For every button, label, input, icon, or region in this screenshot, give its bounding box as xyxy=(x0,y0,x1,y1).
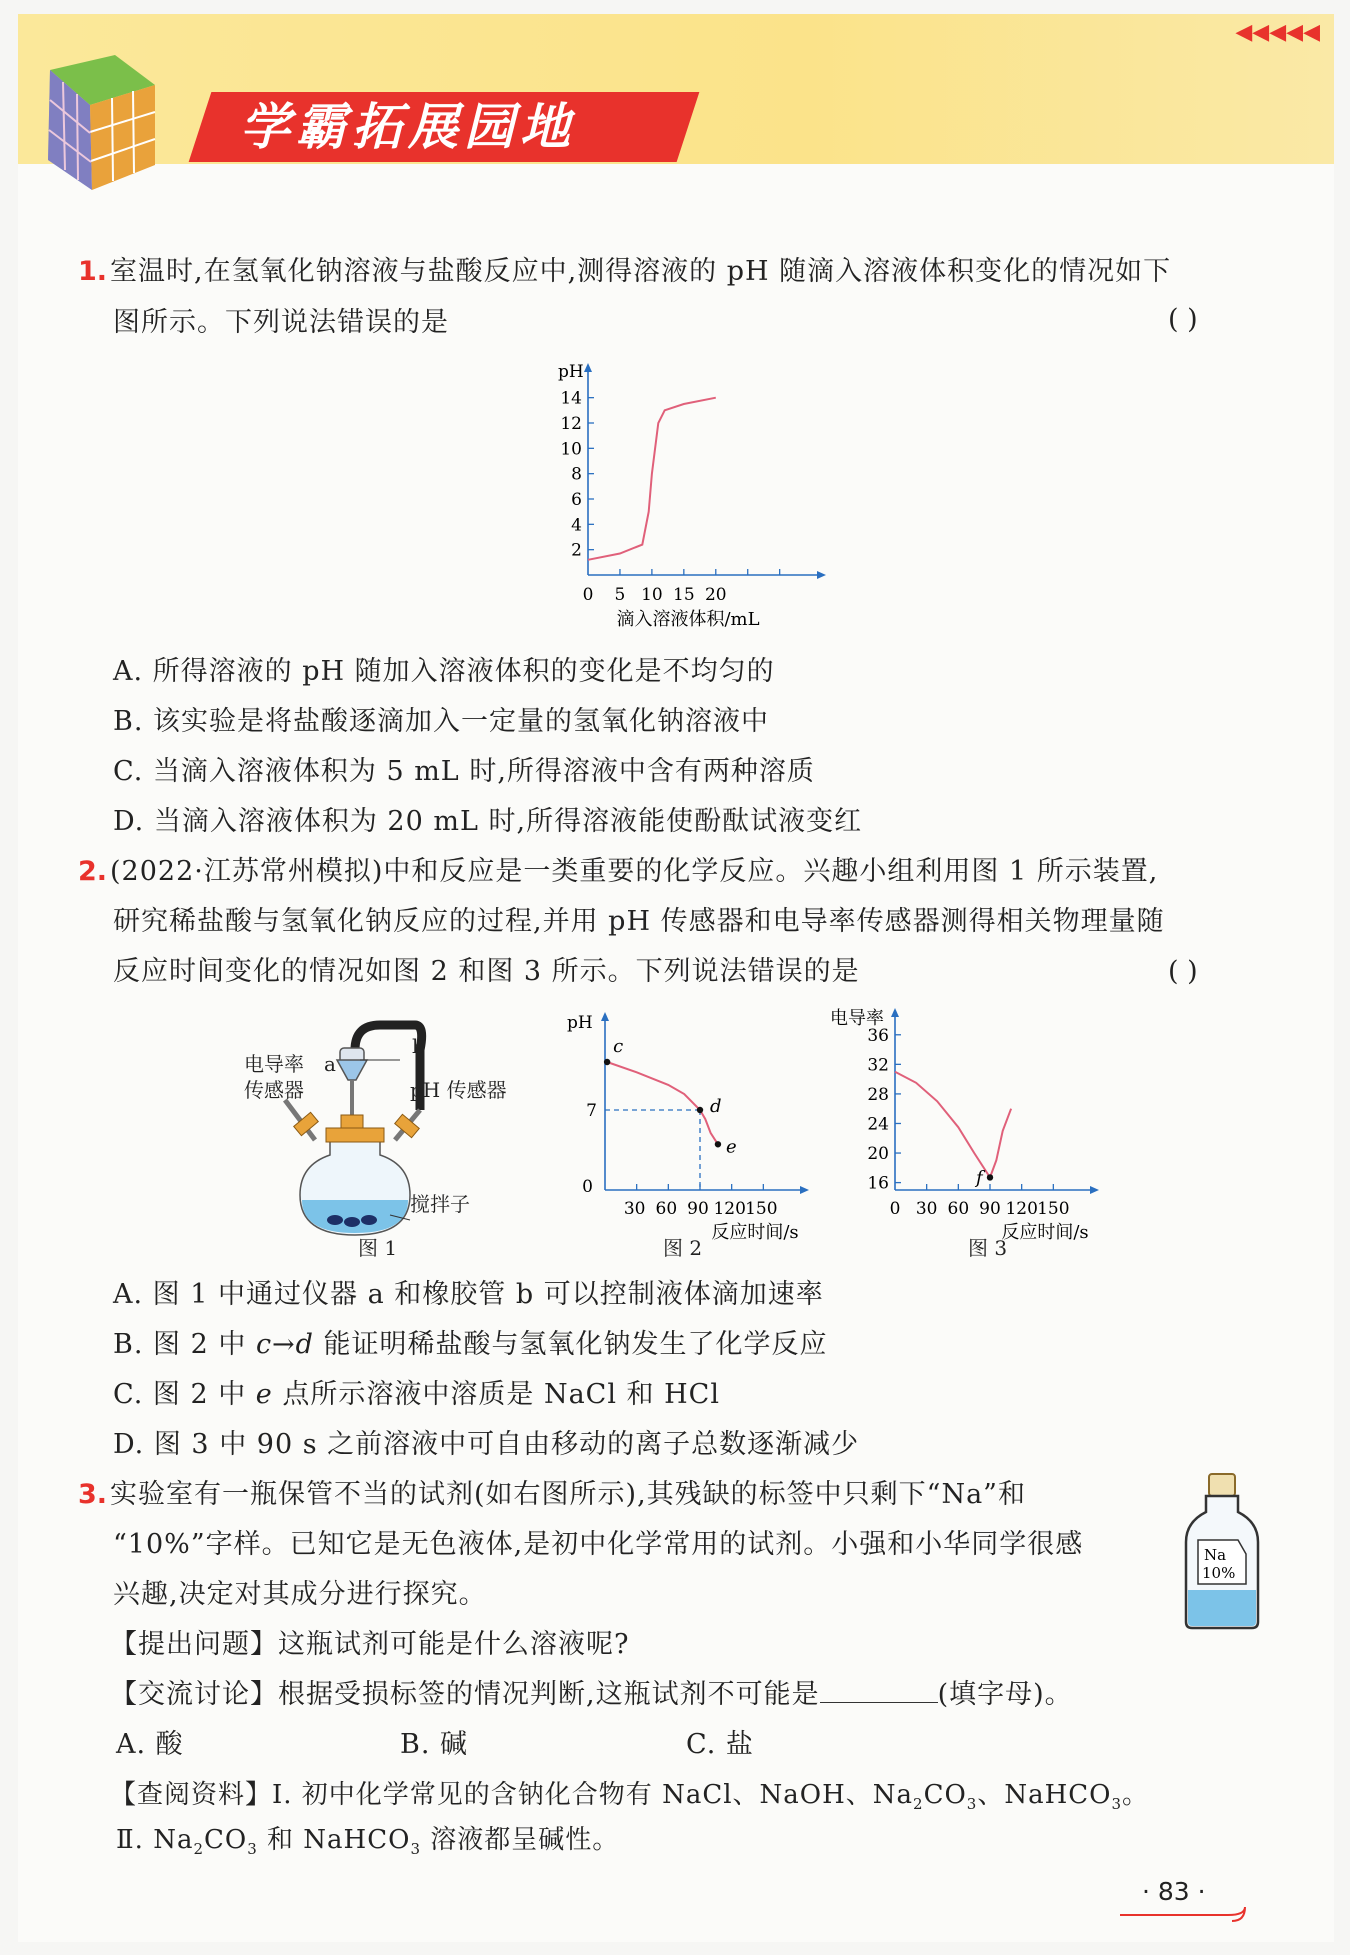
q3-choice-b: B. 碱 xyxy=(400,1729,469,1760)
q2-option-d: D. 图 3 中 90 s 之前溶液中可自由移动的离子总数逐渐减少 xyxy=(113,1429,860,1460)
fig2-caption: 图 2 xyxy=(663,1236,703,1260)
x-tick-label: 30 xyxy=(915,1199,938,1219)
x-tick-label: 30 xyxy=(623,1199,646,1219)
q2-option-a: A. 图 1 中通过仪器 a 和橡胶管 b 可以控制液体滴加速率 xyxy=(113,1279,824,1310)
y-axis-label: pH xyxy=(558,362,584,382)
fig1-label-sensor-1: 电导率 xyxy=(244,1052,304,1076)
q2-stem-line3: 反应时间变化的情况如图 2 和图 3 所示。下列说法错误的是 xyxy=(113,956,860,987)
point-label-c: c xyxy=(613,1036,624,1057)
y-tick-label: 4 xyxy=(571,515,582,536)
q2-stem-line2: 研究稀盐酸与氢氧化钠反应的过程,并用 pH 传感器和电导率传感器测得相关物理量随 xyxy=(113,906,1165,937)
bottle-label-percent: 10% xyxy=(1202,1564,1236,1582)
x-tick-label: 120 xyxy=(1005,1199,1038,1219)
y-tick-label: 6 xyxy=(571,490,582,510)
x-axis-label: 反应时间/s xyxy=(711,1222,799,1243)
y-tick-label: 10 xyxy=(560,439,582,460)
point-e xyxy=(715,1141,721,1147)
section-title: 学霸拓展园地 xyxy=(240,98,576,156)
q1-number: 1. xyxy=(78,256,108,287)
q3-number: 3. xyxy=(78,1479,108,1510)
y-tick-label: 7 xyxy=(586,1101,597,1121)
fig1-label-a: a xyxy=(324,1052,336,1076)
fig1-label-ph-sensor: pH 传感器 xyxy=(410,1078,507,1102)
x-tick-label: 150 xyxy=(745,1199,778,1219)
q3-info-2: Ⅱ. $Na_2CO_3$ 和 NaHCO$_3$ 溶液都呈碱性。 xyxy=(116,1825,620,1859)
x-tick-label: 150 xyxy=(1037,1199,1070,1219)
y-axis-arrow xyxy=(584,363,592,372)
q3-choice-a: A. 酸 xyxy=(116,1729,184,1760)
x-tick-label: 20 xyxy=(704,585,727,605)
fig2-ph-time-chart xyxy=(560,1005,820,1243)
q3-discuss: 【交流讨论】根据受损标签的情况判断,这瓶试剂不可能是 (填字母)。 xyxy=(110,1679,1073,1710)
q3-ask: 【提出问题】这瓶试剂可能是什么溶液呢? xyxy=(110,1629,630,1660)
point-d xyxy=(697,1107,703,1113)
reagent-bottle-image xyxy=(1182,1472,1262,1632)
fig1-label-sensor-2: 传感器 xyxy=(244,1078,304,1102)
q2-number: 2. xyxy=(78,856,108,887)
answer-blank[interactable] xyxy=(820,1678,938,1703)
x-tick-label: 60 xyxy=(947,1199,970,1219)
q1-option-b: B. 该实验是将盐酸逐滴加入一定量的氢氧化钠溶液中 xyxy=(113,706,770,737)
x-tick-label: 60 xyxy=(655,1199,678,1219)
point-f xyxy=(987,1174,993,1180)
x-tick-label: 15 xyxy=(673,585,695,605)
bottle-label-na: Na xyxy=(1204,1546,1227,1564)
fig3-conductivity-chart xyxy=(830,1005,1140,1243)
q1-option-a: A. 所得溶液的 pH 随加入溶液体积的变化是不均匀的 xyxy=(113,656,775,687)
q2-answer-paren: ( ) xyxy=(1168,956,1198,987)
fig1-label-stirrer: 搅拌子 xyxy=(410,1192,470,1216)
x-tick-label: 120 xyxy=(713,1199,746,1219)
y-tick-label: 36 xyxy=(867,1025,889,1046)
x-axis-arrow xyxy=(1090,1186,1099,1194)
q1-option-c: C. 当滴入溶液体积为 5 mL 时,所得溶液中含有两种溶质 xyxy=(113,756,815,787)
conductivity-curve xyxy=(895,1072,1011,1178)
fig3-caption: 图 3 xyxy=(968,1236,1008,1260)
y-tick-label: 14 xyxy=(560,388,582,409)
x-axis-arrow xyxy=(817,571,826,579)
y-origin-label: 0 xyxy=(582,1177,593,1197)
q2-option-b: B. 图 2 中 c→d 能证明稀盐酸与氢氧化钠发生了化学反应 xyxy=(113,1329,828,1360)
x-axis-label: 滴入溶液体积/mL xyxy=(616,609,760,630)
q3-info-1: 【查阅资料】Ⅰ. 初中化学常见的含钠化合物有 NaCl、NaOH、$Na_2CO_3$、NaHCO$_3$。 xyxy=(110,1780,1150,1814)
x-tick-label: 0 xyxy=(889,1199,901,1219)
x-tick-label: 90 xyxy=(687,1199,709,1219)
q3-stem-line2: “10%”字样。已知它是无色液体,是初中化学常用的试剂。小强和小华同学很感 xyxy=(113,1529,1084,1560)
point-c xyxy=(604,1059,610,1065)
x-tick-label: 0 xyxy=(582,585,594,605)
q1-stem-line2: 图所示。下列说法错误的是 xyxy=(113,307,449,338)
q3-stem-line1: 实验室有一瓶保管不当的试剂(如右图所示),其残缺的标签中只剩下“Na”和 xyxy=(110,1479,1026,1510)
y-axis-arrow xyxy=(891,1008,899,1017)
y-tick-label: 8 xyxy=(571,464,582,485)
x-tick-label: 5 xyxy=(614,585,626,605)
q1-ph-chart xyxy=(540,360,840,630)
x-axis-arrow xyxy=(800,1186,809,1194)
page-number-swoosh xyxy=(1120,1905,1260,1925)
y-tick-label: 32 xyxy=(867,1055,889,1076)
q1-option-d: D. 当滴入溶液体积为 20 mL 时,所得溶液能使酚酞试液变红 xyxy=(113,806,863,837)
page-number: · 83 · xyxy=(1142,1877,1206,1906)
fig1-caption: 图 1 xyxy=(358,1236,398,1260)
q2-stem-line1: (2022·江苏常州模拟)中和反应是一类重要的化学反应。兴趣小组利用图 1 所示装置, xyxy=(110,856,1159,887)
rubiks-cube-logo xyxy=(20,50,170,200)
y-tick-label: 2 xyxy=(571,540,582,561)
y-axis-arrow xyxy=(601,1012,609,1021)
q3-choice-c: C. 盐 xyxy=(686,1729,754,1760)
ph-curve xyxy=(588,398,716,560)
x-tick-label: 90 xyxy=(979,1199,1001,1219)
q1-answer-paren: ( ) xyxy=(1168,304,1198,335)
y-axis-label: pH xyxy=(567,1013,593,1033)
x-axis-label: 反应时间/s xyxy=(1001,1222,1089,1243)
ph-time-curve xyxy=(607,1062,718,1144)
y-tick-label: 16 xyxy=(867,1173,889,1194)
x-tick-label: 10 xyxy=(641,585,663,605)
point-label-f: f xyxy=(976,1167,983,1189)
q1-stem-line1: 室温时,在氢氧化钠溶液与盐酸反应中,测得溶液的 pH 随滴入溶液体积变化的情况如下 xyxy=(110,256,1172,287)
q3-stem-line3: 兴趣,决定对其成分进行探究。 xyxy=(113,1579,487,1610)
y-axis-label: 电导率 xyxy=(830,1008,884,1029)
fig1-label-b: b xyxy=(412,1034,425,1058)
y-tick-label: 24 xyxy=(867,1114,889,1135)
point-label-e: e xyxy=(725,1136,737,1158)
q2-option-c: C. 图 2 中 e 点所示溶液中溶质是 NaCl 和 HCl xyxy=(113,1379,720,1410)
y-tick-label: 20 xyxy=(867,1144,889,1165)
y-tick-label: 28 xyxy=(867,1084,889,1105)
header-arrows: ◀◀◀◀◀ xyxy=(1235,20,1320,45)
y-tick-label: 12 xyxy=(560,414,582,434)
point-label-d: d xyxy=(710,1096,722,1117)
